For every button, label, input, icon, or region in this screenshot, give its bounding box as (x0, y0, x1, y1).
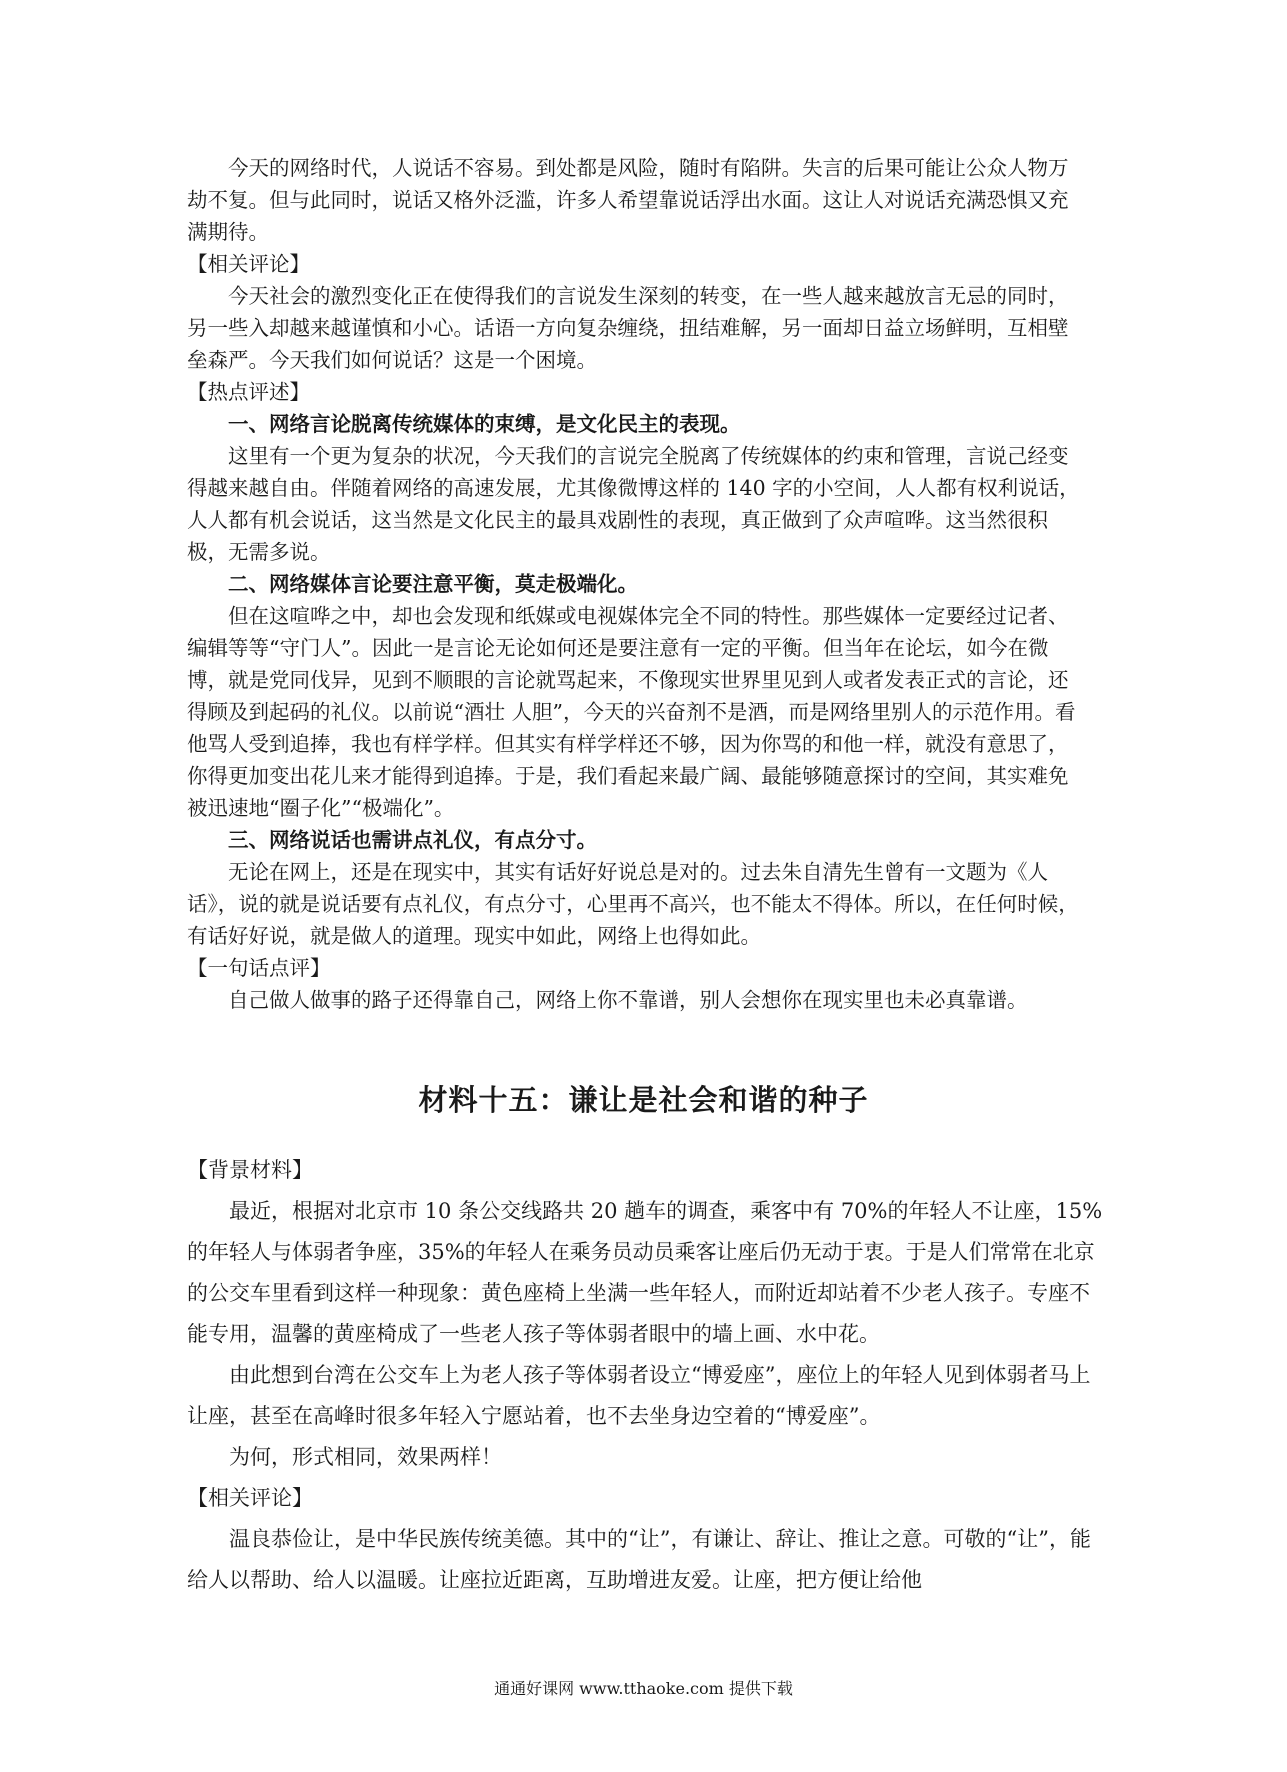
related-comments-paragraph: 今天社会的激烈变化正在使得我们的言说发生深刻的转变，在一些人越来越放言无忌的同时，另一些入却越来越谨慎和小心。话语一方向复杂缠绕，扭结难解，另一面却日益立场鲜明，互相壁垒森严。今天我们如何说话？这是一个困境。 (187, 284, 1069, 372)
hot-topic-heading: 【热点评述】 (187, 380, 310, 404)
material-15-title: 材料十五：谦让是社会和谐的种子 (418, 1083, 869, 1117)
background-paragraph-1: 最近，根据对北京市 10 条公交线路共 20 趟车的调查，乘客中有 70%的年轻人不让座，15%的年轻人与体弱者争座，35%的年轻人在乘务员动员乘客让座后仍无动于衷。于是人们常常在北京的公交车里看到这样一种现象：黄色座椅上坐满一些年轻人，而附近却站着不少老人孩子。专座不能专用，温馨的黄座椅成了一些老人孩子等体弱者眼中的墙上画、水中花。 (187, 1199, 1103, 1346)
background-paragraph-2: 由此想到台湾在公交车上为老人孩子等体弱者设立“博爱座”，座位上的年轻人见到体弱者马上让座，甚至在高峰时很多年轻入宁愿站着，也不去坐身边空着的“博爱座”。 (187, 1363, 1091, 1428)
background-heading: 【背景材料】 (187, 1158, 313, 1182)
point-3-paragraph: 无论在网上，还是在现实中，其实有话好好说总是对的。过去朱自清先生曾有一文题为《人话》，说的就是说话要有点礼仪，有点分寸，心里再不高兴，也不能太不得体。所以，在任何时候，有话好好说，就是做人的道理。现实中如此，网络上也得如此。 (187, 860, 1079, 948)
background-paragraph-3: 为何，形式相同，效果两样！ (229, 1445, 502, 1469)
intro-paragraph: 今天的网络时代，人说话不容易。到处都是风险，随时有陷阱。失言的后果可能让公众人物万劫不复。但与此同时，说话又格外泛滥，许多人希望靠说话浮出水面。这让人对说话充满恐惧又充满期待。 (187, 156, 1069, 244)
page-footer: 通通好课网 www.tthaoke.com 提供下载 (494, 1679, 793, 1698)
section-online-speech (187, 152, 1087, 1016)
point-1-title: 一、网络言论脱离传统媒体的束缚，是文化民主的表现。 (228, 412, 741, 436)
point-3-title: 三、网络说话也需讲点礼仪，有点分寸。 (228, 828, 597, 852)
related-comments-heading-2: 【相关评论】 (187, 1486, 313, 1510)
related-comments-paragraph-2: 温良恭俭让，是中华民族传统美德。其中的“让”，有谦让、辞让、推让之意。可敬的“让”，能给人以帮助、给人以温暖。让座拉近距离，互助增进友爱。让座，把方便让给他 (187, 1527, 1091, 1592)
point-2-paragraph: 但在这喧哗之中，却也会发现和纸媒或电视媒体完全不同的特性。那些媒体一定要经过记者、编辑等等“守门人”。因此一是言论无论如何还是要注意有一定的平衡。但当年在论坛，如今在微博，就是党同伐异，见到不顺眼的言论就骂起来，不像现实世界里见到人或者发表正式的言论，还得顾及到起码的礼仪。以前说“酒壮 人胆”，今天的兴奋剂不是酒，而是网络里别人的示范作用。看他骂人受到追捧，我也有样学样。但其实有样学样还不够，因为你骂的和他一样，就没有意思了，你得更加变出花儿来才能得到追捧。于是，我们看起来最广阔、最能够随意探讨的空间，其实难免被迅速地“圈子化”“极端化”。 (187, 604, 1076, 820)
point-1-paragraph: 这里有一个更为复杂的状况，今天我们的言说完全脱离了传统媒体的约束和管理，言说己经变得越来越自由。伴随着网络的高速发展，尤其像微博这样的 140 字的小空间，人人都有权利说话，人人都有机会说话，这当然是文化民主的最具戏剧性的表现，真正做到了众声喧哗。这当然很积极，无需多说。 (187, 444, 1080, 564)
one-line-comment-heading: 【一句话点评】 (187, 956, 331, 980)
section-modesty (187, 1150, 1107, 1601)
one-line-comment-paragraph: 自己做人做事的路子还得靠自己，网络上你不靠谱，别人会想你在现实里也未必真靠谱。 (228, 988, 1028, 1012)
related-comments-heading: 【相关评论】 (187, 252, 310, 276)
point-2-title: 二、网络媒体言论要注意平衡，莫走极端化。 (228, 572, 638, 596)
